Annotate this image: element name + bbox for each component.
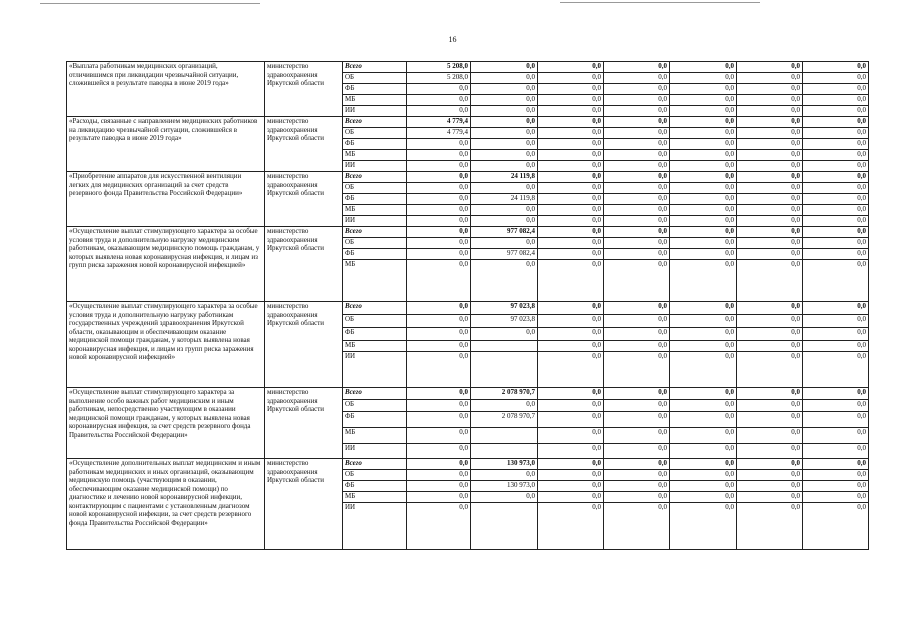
funding-source: ИИ bbox=[343, 106, 407, 117]
amount-cell: 0,0 bbox=[604, 62, 670, 73]
amount-cell: 0,0 bbox=[538, 428, 604, 444]
amount-cell: 0,0 bbox=[604, 238, 670, 249]
amount-cell: 0,0 bbox=[538, 503, 604, 550]
amount-cell: 5 208,0 bbox=[407, 73, 471, 84]
amount-cell: 0,0 bbox=[538, 62, 604, 73]
amount-cell: 0,0 bbox=[538, 260, 604, 302]
responsible-executor: министерство здравоохранения Иркутской области bbox=[265, 388, 343, 459]
amount-cell: 0,0 bbox=[604, 172, 670, 183]
amount-cell: 0,0 bbox=[538, 302, 604, 315]
amount-cell: 0,0 bbox=[407, 238, 471, 249]
event-description: «Осуществление выплат стимулирующего характера за выполнение особо важных работ медицинским и иным работникам, непосредственно участвующим в оказании медицинской помощи гражданам, у которых выявлена новая коронавирусная инфекция, за счет средств резервного фонда Правительства Российской Федерации» bbox=[67, 388, 265, 459]
amount-cell: 0,0 bbox=[538, 106, 604, 117]
amount-cell: 4 779,4 bbox=[407, 128, 471, 139]
amount-cell: 0,0 bbox=[538, 139, 604, 150]
funding-source: Всего bbox=[343, 227, 407, 238]
amount-cell: 0,0 bbox=[538, 315, 604, 328]
amount-cell: 0,0 bbox=[803, 128, 869, 139]
amount-cell: 0,0 bbox=[737, 161, 803, 172]
amount-cell: 0,0 bbox=[803, 216, 869, 227]
funding-source: ФБ bbox=[343, 139, 407, 150]
table-row bbox=[67, 227, 869, 238]
amount-cell: 0,0 bbox=[737, 139, 803, 150]
responsible-executor: министерство здравоохранения Иркутской области bbox=[265, 117, 343, 172]
event-description: «Расходы, связанные с направлением медицинских работников на ликвидацию чрезвычайной ситуации, сложившейся в результате паводка в июне 2019 года» bbox=[67, 117, 265, 172]
amount-cell: 0,0 bbox=[803, 352, 869, 388]
amount-cell: 0,0 bbox=[407, 150, 471, 161]
amount-cell: 0,0 bbox=[670, 492, 737, 503]
amount-cell: 0,0 bbox=[471, 73, 538, 84]
amount-cell: 977 082,4 bbox=[471, 227, 538, 238]
amount-cell bbox=[471, 352, 538, 388]
page-number: 16 bbox=[448, 35, 457, 44]
amount-cell: 0,0 bbox=[737, 260, 803, 302]
amount-cell: 5 208,0 bbox=[407, 62, 471, 73]
funding-source: ОБ bbox=[343, 470, 407, 481]
table-row bbox=[67, 388, 869, 400]
amount-cell: 0,0 bbox=[737, 183, 803, 194]
funding-source: МБ bbox=[343, 150, 407, 161]
event-description: «Осуществление выплат стимулирующего характера за особые условия труда и дополнительную нагрузку работникам государственных учреждений здравоохранения Иркутской области, оказывающим и обеспечивающим оказание медицинской помощи гражданам, у которых выявлена новая коронавирусная инфекция, и лицам из групп риска заражения новой коронавирусной инфекцией» bbox=[67, 302, 265, 388]
amount-cell: 0,0 bbox=[407, 412, 471, 428]
funding-source: Всего bbox=[343, 302, 407, 315]
amount-cell: 0,0 bbox=[737, 470, 803, 481]
amount-cell: 0,0 bbox=[538, 459, 604, 470]
amount-cell: 0,0 bbox=[407, 249, 471, 260]
funding-source: ОБ bbox=[343, 128, 407, 139]
amount-cell: 0,0 bbox=[471, 128, 538, 139]
funding-source: ФБ bbox=[343, 194, 407, 205]
amount-cell: 0,0 bbox=[670, 388, 737, 400]
funding-source: МБ bbox=[343, 95, 407, 106]
amount-cell: 0,0 bbox=[471, 492, 538, 503]
amount-cell: 0,0 bbox=[471, 150, 538, 161]
event-description: «Осуществление дополнительных выплат медицинским и иным работникам медицинских и иных организаций, оказывающим медицинскую помощь (участвующим в оказании, обеспечивающим оказание медицинской помощи) по диагностике и лечению новой коронавирусной инфекции, контактирующим с пациентами с установленным диагнозом новой коронавирусной инфекции, за счет средств резервного фонда Правительства Российской Федерации» bbox=[67, 459, 265, 550]
amount-cell: 0,0 bbox=[803, 95, 869, 106]
funding-source: ИИ bbox=[343, 216, 407, 227]
amount-cell: 0,0 bbox=[737, 84, 803, 95]
amount-cell: 0,0 bbox=[670, 172, 737, 183]
amount-cell: 0,0 bbox=[538, 205, 604, 216]
amount-cell: 0,0 bbox=[471, 183, 538, 194]
amount-cell: 0,0 bbox=[471, 84, 538, 95]
amount-cell bbox=[471, 428, 538, 444]
amount-cell: 0,0 bbox=[471, 95, 538, 106]
amount-cell: 0,0 bbox=[538, 117, 604, 128]
amount-cell: 0,0 bbox=[737, 227, 803, 238]
amount-cell: 0,0 bbox=[803, 117, 869, 128]
amount-cell: 0,0 bbox=[604, 150, 670, 161]
table-row bbox=[67, 302, 869, 315]
table-row bbox=[67, 459, 869, 470]
amount-cell: 0,0 bbox=[407, 388, 471, 400]
amount-cell: 0,0 bbox=[737, 481, 803, 492]
event-description: «Приобретение аппаратов для искусственной вентиляции легких для медицинских организаций за счет средств резервного фонда Правительства Российской Федерации» bbox=[67, 172, 265, 227]
amount-cell: 0,0 bbox=[737, 194, 803, 205]
amount-cell: 0,0 bbox=[604, 492, 670, 503]
amount-cell bbox=[471, 341, 538, 352]
amount-cell: 0,0 bbox=[407, 481, 471, 492]
amount-cell: 0,0 bbox=[737, 400, 803, 412]
amount-cell: 0,0 bbox=[538, 183, 604, 194]
amount-cell: 0,0 bbox=[803, 227, 869, 238]
amount-cell: 0,0 bbox=[803, 492, 869, 503]
amount-cell: 0,0 bbox=[803, 183, 869, 194]
amount-cell: 0,0 bbox=[471, 238, 538, 249]
amount-cell: 97 023,8 bbox=[471, 302, 538, 315]
amount-cell: 0,0 bbox=[737, 128, 803, 139]
amount-cell: 0,0 bbox=[407, 227, 471, 238]
amount-cell: 0,0 bbox=[670, 194, 737, 205]
amount-cell: 24 119,8 bbox=[471, 194, 538, 205]
amount-cell: 0,0 bbox=[407, 84, 471, 95]
amount-cell: 0,0 bbox=[604, 341, 670, 352]
amount-cell: 0,0 bbox=[737, 352, 803, 388]
budget-table bbox=[66, 61, 869, 550]
funding-source: ОБ bbox=[343, 315, 407, 328]
amount-cell: 0,0 bbox=[670, 161, 737, 172]
amount-cell: 0,0 bbox=[538, 249, 604, 260]
amount-cell: 0,0 bbox=[538, 352, 604, 388]
funding-source: ОБ bbox=[343, 73, 407, 84]
amount-cell: 0,0 bbox=[407, 183, 471, 194]
amount-cell: 0,0 bbox=[670, 95, 737, 106]
amount-cell: 4 779,4 bbox=[407, 117, 471, 128]
amount-cell: 0,0 bbox=[538, 388, 604, 400]
amount-cell: 0,0 bbox=[407, 106, 471, 117]
amount-cell: 0,0 bbox=[670, 412, 737, 428]
amount-cell: 0,0 bbox=[803, 428, 869, 444]
amount-cell: 0,0 bbox=[803, 481, 869, 492]
amount-cell: 0,0 bbox=[407, 216, 471, 227]
amount-cell: 0,0 bbox=[407, 459, 471, 470]
amount-cell: 0,0 bbox=[803, 139, 869, 150]
amount-cell: 0,0 bbox=[604, 216, 670, 227]
amount-cell: 0,0 bbox=[471, 260, 538, 302]
amount-cell: 0,0 bbox=[538, 238, 604, 249]
amount-cell: 0,0 bbox=[538, 328, 604, 341]
amount-cell: 0,0 bbox=[538, 194, 604, 205]
amount-cell: 0,0 bbox=[604, 194, 670, 205]
funding-source: ФБ bbox=[343, 84, 407, 95]
amount-cell: 0,0 bbox=[538, 444, 604, 459]
amount-cell: 0,0 bbox=[407, 161, 471, 172]
amount-cell: 0,0 bbox=[407, 139, 471, 150]
amount-cell: 0,0 bbox=[670, 216, 737, 227]
amount-cell: 0,0 bbox=[670, 205, 737, 216]
amount-cell: 0,0 bbox=[538, 341, 604, 352]
amount-cell: 0,0 bbox=[604, 388, 670, 400]
amount-cell: 0,0 bbox=[803, 459, 869, 470]
funding-source: ИИ bbox=[343, 503, 407, 550]
amount-cell: 977 082,4 bbox=[471, 249, 538, 260]
amount-cell: 0,0 bbox=[471, 205, 538, 216]
amount-cell: 0,0 bbox=[670, 73, 737, 84]
amount-cell: 0,0 bbox=[670, 315, 737, 328]
amount-cell: 0,0 bbox=[407, 172, 471, 183]
amount-cell: 0,0 bbox=[803, 106, 869, 117]
amount-cell: 0,0 bbox=[737, 73, 803, 84]
amount-cell: 0,0 bbox=[670, 238, 737, 249]
amount-cell: 0,0 bbox=[407, 400, 471, 412]
funding-source: Всего bbox=[343, 62, 407, 73]
amount-cell: 0,0 bbox=[803, 62, 869, 73]
funding-source: Всего bbox=[343, 172, 407, 183]
amount-cell: 0,0 bbox=[538, 470, 604, 481]
amount-cell: 0,0 bbox=[471, 117, 538, 128]
funding-source: Всего bbox=[343, 388, 407, 400]
amount-cell: 0,0 bbox=[803, 84, 869, 95]
funding-source: Всего bbox=[343, 459, 407, 470]
amount-cell: 0,0 bbox=[737, 459, 803, 470]
amount-cell: 0,0 bbox=[471, 470, 538, 481]
amount-cell: 0,0 bbox=[737, 503, 803, 550]
amount-cell: 0,0 bbox=[604, 400, 670, 412]
amount-cell: 0,0 bbox=[471, 139, 538, 150]
amount-cell: 0,0 bbox=[604, 227, 670, 238]
amount-cell: 0,0 bbox=[803, 341, 869, 352]
amount-cell: 0,0 bbox=[737, 95, 803, 106]
funding-source: МБ bbox=[343, 260, 407, 302]
amount-cell: 0,0 bbox=[737, 172, 803, 183]
amount-cell: 0,0 bbox=[737, 428, 803, 444]
amount-cell: 0,0 bbox=[407, 302, 471, 315]
amount-cell: 0,0 bbox=[604, 302, 670, 315]
amount-cell: 0,0 bbox=[670, 84, 737, 95]
amount-cell: 0,0 bbox=[670, 150, 737, 161]
responsible-executor: министерство здравоохранения Иркутской области bbox=[265, 172, 343, 227]
amount-cell: 0,0 bbox=[803, 194, 869, 205]
amount-cell: 0,0 bbox=[604, 106, 670, 117]
amount-cell: 0,0 bbox=[803, 412, 869, 428]
funding-source: ОБ bbox=[343, 238, 407, 249]
responsible-executor: министерство здравоохранения Иркутской области bbox=[265, 62, 343, 117]
funding-source: ИИ bbox=[343, 444, 407, 459]
amount-cell: 0,0 bbox=[803, 388, 869, 400]
amount-cell: 0,0 bbox=[538, 492, 604, 503]
amount-cell: 0,0 bbox=[737, 238, 803, 249]
amount-cell: 0,0 bbox=[538, 84, 604, 95]
amount-cell: 0,0 bbox=[538, 95, 604, 106]
amount-cell: 0,0 bbox=[737, 412, 803, 428]
amount-cell: 0,0 bbox=[737, 249, 803, 260]
amount-cell: 0,0 bbox=[407, 470, 471, 481]
amount-cell: 0,0 bbox=[604, 73, 670, 84]
funding-source: МБ bbox=[343, 205, 407, 216]
amount-cell: 0,0 bbox=[407, 205, 471, 216]
table-row bbox=[67, 62, 869, 73]
table-row bbox=[67, 172, 869, 183]
amount-cell: 0,0 bbox=[604, 481, 670, 492]
amount-cell: 0,0 bbox=[407, 428, 471, 444]
amount-cell: 0,0 bbox=[604, 503, 670, 550]
amount-cell: 0,0 bbox=[407, 352, 471, 388]
amount-cell: 130 973,0 bbox=[471, 481, 538, 492]
amount-cell: 0,0 bbox=[737, 62, 803, 73]
amount-cell: 0,0 bbox=[803, 302, 869, 315]
funding-source: МБ bbox=[343, 341, 407, 352]
amount-cell: 0,0 bbox=[538, 481, 604, 492]
funding-source: ОБ bbox=[343, 183, 407, 194]
amount-cell: 0,0 bbox=[670, 106, 737, 117]
amount-cell: 0,0 bbox=[803, 205, 869, 216]
amount-cell: 0,0 bbox=[670, 328, 737, 341]
amount-cell: 0,0 bbox=[604, 459, 670, 470]
amount-cell: 0,0 bbox=[803, 328, 869, 341]
amount-cell: 0,0 bbox=[670, 470, 737, 481]
amount-cell: 0,0 bbox=[803, 150, 869, 161]
amount-cell: 0,0 bbox=[538, 216, 604, 227]
amount-cell: 0,0 bbox=[471, 328, 538, 341]
funding-source: Всего bbox=[343, 117, 407, 128]
amount-cell: 0,0 bbox=[538, 73, 604, 84]
scan-artifact-line bbox=[40, 3, 260, 4]
amount-cell: 0,0 bbox=[737, 444, 803, 459]
amount-cell: 0,0 bbox=[604, 84, 670, 95]
amount-cell: 0,0 bbox=[737, 341, 803, 352]
amount-cell: 0,0 bbox=[471, 400, 538, 412]
amount-cell: 0,0 bbox=[670, 459, 737, 470]
table-row bbox=[67, 117, 869, 128]
amount-cell: 0,0 bbox=[471, 106, 538, 117]
amount-cell: 0,0 bbox=[670, 62, 737, 73]
amount-cell: 0,0 bbox=[407, 260, 471, 302]
amount-cell bbox=[471, 444, 538, 459]
amount-cell: 0,0 bbox=[670, 428, 737, 444]
amount-cell: 0,0 bbox=[604, 352, 670, 388]
amount-cell: 0,0 bbox=[670, 139, 737, 150]
amount-cell: 0,0 bbox=[737, 216, 803, 227]
scan-artifact-line bbox=[560, 2, 760, 3]
amount-cell: 0,0 bbox=[737, 492, 803, 503]
amount-cell: 0,0 bbox=[737, 205, 803, 216]
funding-source: ОБ bbox=[343, 400, 407, 412]
amount-cell: 0,0 bbox=[604, 161, 670, 172]
amount-cell: 0,0 bbox=[670, 128, 737, 139]
amount-cell: 0,0 bbox=[604, 183, 670, 194]
amount-cell: 0,0 bbox=[737, 328, 803, 341]
amount-cell: 0,0 bbox=[670, 117, 737, 128]
funding-source: МБ bbox=[343, 428, 407, 444]
amount-cell: 0,0 bbox=[604, 249, 670, 260]
amount-cell: 0,0 bbox=[407, 503, 471, 550]
amount-cell: 0,0 bbox=[604, 412, 670, 428]
responsible-executor: министерство здравоохранения Иркутской области bbox=[265, 459, 343, 550]
amount-cell: 2 078 970,7 bbox=[471, 388, 538, 400]
amount-cell: 0,0 bbox=[604, 470, 670, 481]
amount-cell: 0,0 bbox=[604, 205, 670, 216]
amount-cell: 0,0 bbox=[670, 302, 737, 315]
amount-cell: 0,0 bbox=[803, 315, 869, 328]
amount-cell: 0,0 bbox=[670, 444, 737, 459]
amount-cell: 0,0 bbox=[407, 315, 471, 328]
amount-cell: 0,0 bbox=[803, 444, 869, 459]
amount-cell: 24 119,8 bbox=[471, 172, 538, 183]
funding-source: ИИ bbox=[343, 352, 407, 388]
amount-cell: 0,0 bbox=[407, 194, 471, 205]
amount-cell: 0,0 bbox=[737, 302, 803, 315]
amount-cell: 0,0 bbox=[803, 161, 869, 172]
amount-cell: 0,0 bbox=[604, 328, 670, 341]
amount-cell bbox=[471, 503, 538, 550]
amount-cell: 0,0 bbox=[803, 172, 869, 183]
amount-cell: 0,0 bbox=[737, 117, 803, 128]
amount-cell: 0,0 bbox=[407, 328, 471, 341]
amount-cell: 0,0 bbox=[538, 161, 604, 172]
amount-cell: 0,0 bbox=[538, 172, 604, 183]
amount-cell: 0,0 bbox=[471, 216, 538, 227]
event-description: «Осуществление выплат стимулирующего характера за особые условия труда и дополнительную нагрузку медицинским работникам, оказывающим медицинскую помощь гражданам, у которых выявлена новая коронавирусная инфекция, и лицам из групп риска заражения новой коронавирусной инфекцией» bbox=[67, 227, 265, 302]
funding-source: ФБ bbox=[343, 328, 407, 341]
amount-cell: 0,0 bbox=[604, 128, 670, 139]
amount-cell: 0,0 bbox=[803, 260, 869, 302]
amount-cell: 0,0 bbox=[538, 227, 604, 238]
funding-source: МБ bbox=[343, 492, 407, 503]
table-body bbox=[67, 62, 869, 550]
amount-cell: 0,0 bbox=[670, 183, 737, 194]
amount-cell: 0,0 bbox=[604, 444, 670, 459]
amount-cell: 0,0 bbox=[538, 150, 604, 161]
amount-cell: 0,0 bbox=[604, 260, 670, 302]
amount-cell: 0,0 bbox=[604, 428, 670, 444]
amount-cell: 0,0 bbox=[407, 444, 471, 459]
amount-cell: 0,0 bbox=[670, 503, 737, 550]
amount-cell: 0,0 bbox=[670, 341, 737, 352]
amount-cell: 0,0 bbox=[737, 150, 803, 161]
amount-cell: 0,0 bbox=[538, 128, 604, 139]
amount-cell: 0,0 bbox=[471, 62, 538, 73]
amount-cell: 0,0 bbox=[670, 400, 737, 412]
amount-cell: 0,0 bbox=[604, 315, 670, 328]
amount-cell: 0,0 bbox=[407, 341, 471, 352]
amount-cell: 0,0 bbox=[670, 260, 737, 302]
funding-source: ФБ bbox=[343, 481, 407, 492]
amount-cell: 0,0 bbox=[737, 315, 803, 328]
responsible-executor: министерство здравоохранения Иркутской области bbox=[265, 227, 343, 302]
responsible-executor: министерство здравоохранения Иркутской области bbox=[265, 302, 343, 388]
amount-cell: 0,0 bbox=[407, 492, 471, 503]
amount-cell: 0,0 bbox=[604, 139, 670, 150]
amount-cell: 0,0 bbox=[737, 388, 803, 400]
amount-cell: 0,0 bbox=[803, 470, 869, 481]
amount-cell: 97 023,8 bbox=[471, 315, 538, 328]
amount-cell: 0,0 bbox=[407, 95, 471, 106]
amount-cell: 0,0 bbox=[670, 352, 737, 388]
amount-cell: 130 973,0 bbox=[471, 459, 538, 470]
funding-source: ФБ bbox=[343, 249, 407, 260]
amount-cell: 0,0 bbox=[670, 481, 737, 492]
amount-cell: 0,0 bbox=[803, 238, 869, 249]
amount-cell: 0,0 bbox=[803, 73, 869, 84]
event-description: «Выплата работникам медицинских организаций, отличившимся при ликвидации чрезвычайной ситуации, сложившейся в результате паводка в июне 2019 года» bbox=[67, 62, 265, 117]
amount-cell: 0,0 bbox=[471, 161, 538, 172]
amount-cell: 0,0 bbox=[604, 117, 670, 128]
amount-cell: 0,0 bbox=[604, 95, 670, 106]
amount-cell: 0,0 bbox=[737, 106, 803, 117]
amount-cell: 0,0 bbox=[803, 503, 869, 550]
amount-cell: 2 078 970,7 bbox=[471, 412, 538, 428]
funding-source: ФБ bbox=[343, 412, 407, 428]
amount-cell: 0,0 bbox=[803, 400, 869, 412]
amount-cell: 0,0 bbox=[538, 412, 604, 428]
amount-cell: 0,0 bbox=[538, 400, 604, 412]
amount-cell: 0,0 bbox=[670, 249, 737, 260]
amount-cell: 0,0 bbox=[670, 227, 737, 238]
amount-cell: 0,0 bbox=[803, 249, 869, 260]
funding-source: ИИ bbox=[343, 161, 407, 172]
